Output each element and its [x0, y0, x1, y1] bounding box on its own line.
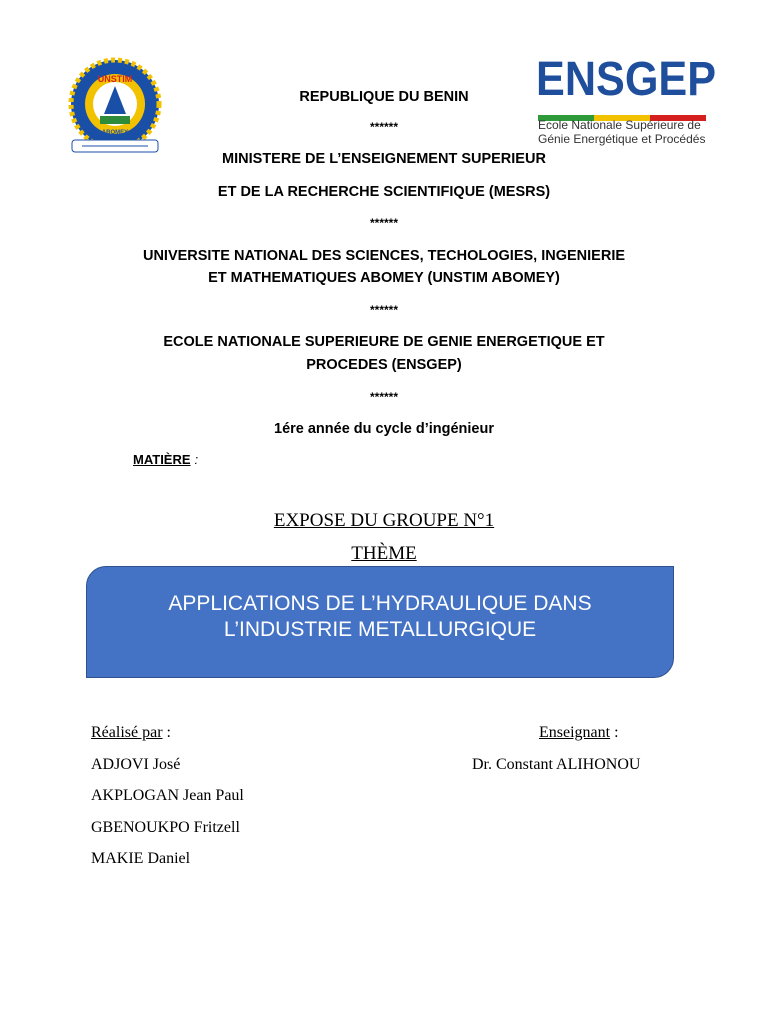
svg-text:UNSTIM: UNSTIM — [97, 74, 133, 84]
author-item: GBENOUKPO Fritzell — [91, 818, 240, 836]
enseignant-label: Enseignant : — [539, 724, 619, 741]
ensgep-wordmark: ENSGEP — [536, 53, 717, 106]
separator: ****** — [369, 303, 399, 317]
separator: ****** — [369, 390, 399, 404]
author-item: MAKIE Daniel — [91, 850, 191, 867]
svg-text:ABOMEY: ABOMEY — [101, 130, 129, 136]
ministry-line-1: MINISTERE DE L’ENSEIGNEMENT SUPERIEUR — [222, 151, 546, 167]
ensgep-subtitle: Ecole Nationale Supérieure de Génie Energétique et Procédés — [538, 118, 706, 146]
theme-label: THÈME — [351, 543, 417, 564]
school-line-2: PROCEDES (ENSGEP) — [306, 357, 462, 373]
school-line-1: ECOLE NATIONALE SUPERIEURE DE GENIE ENERGETIQUE ET — [163, 334, 605, 350]
university-line-1: UNIVERSITE NATIONAL DES SCIENCES, TECHOLOGIES, INGENIERIE — [142, 248, 626, 264]
matiere-label: MATIÈRE : — [133, 452, 199, 467]
authors-list — [91, 722, 244, 880]
expose-title: EXPOSE DU GROUPE N°1 — [273, 510, 495, 531]
republic-heading: REPUBLIQUE DU BENIN — [299, 89, 469, 105]
ministry-line-2: ET DE LA RECHERCHE SCIENTIFIQUE (MESRS) — [217, 184, 551, 200]
separator: ****** — [369, 120, 399, 134]
teacher-block — [472, 722, 640, 785]
year-line: 1ére année du cycle d’ingénieur — [274, 421, 494, 437]
benin-flag-stripe-icon — [538, 108, 708, 114]
teacher-name: Dr. Constant ALIHONOU — [472, 755, 641, 773]
author-item: AKPLOGAN Jean Paul — [91, 787, 244, 804]
theme-box — [86, 566, 674, 678]
separator: ****** — [369, 216, 399, 230]
university-line-2: ET MATHEMATIQUES ABOMEY (UNSTIM ABOMEY) — [208, 270, 560, 286]
realise-label: Réalisé par : — [91, 724, 171, 741]
theme-title: APPLICATIONS DE L’HYDRAULIQUE DANS L’INDUSTRIE METALLURGIQUE — [168, 592, 592, 641]
author-item: ADJOVI José — [91, 755, 181, 773]
